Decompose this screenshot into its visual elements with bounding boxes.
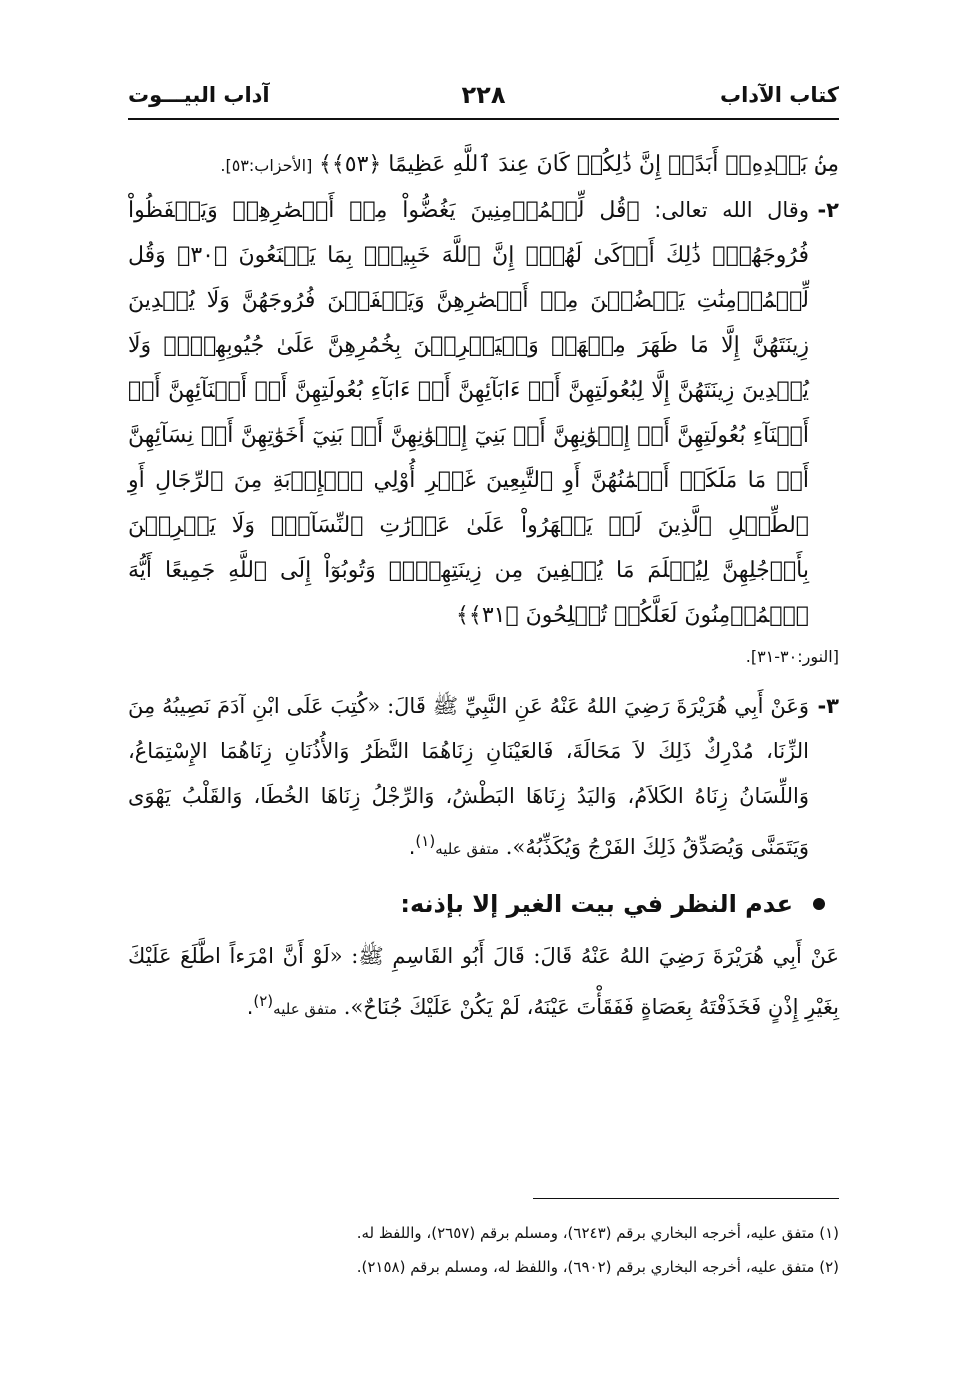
sentence-end: . [408, 835, 416, 859]
footnotes [128, 1216, 839, 1284]
footnote-ref: (٢) [253, 992, 274, 1010]
verse-citation: [النور:٣٠-٣١]. [745, 647, 839, 666]
page-body [128, 142, 839, 1032]
footnote-ref: (١) [415, 832, 436, 850]
item-number: ٢- [817, 198, 839, 222]
footnote-2: (٢) متفق عليه، أخرجه البخاري برقم (٦٩٠٢)، واللفظ له، ومسلم برقم (٢١٥٨). [356, 1258, 839, 1276]
item-number: ٣- [817, 694, 839, 718]
hadith-text: وَعَنْ أَبِي هُرَيْرَةَ رَضِيَ اللهُ عَنْهُ عَنِ النَّبِيِّ ﷺ قَالَ: «كُتِبَ عَلَى ابْنِ آدَمَ نَصِيبُهُ مِنَ الزِّنَا، مُدْرِكٌ ذَلِكَ لاَ مَحَالَةَ، فَالعَيْنَانِ زِنَاهُمَا النَّظَرُ وَالأُذُنَانِ زِنَاهُمَا الإِسْتِمَاعُ، وَاللِّسَانُ زِنَاهُ الكَلاَمُ، وَاليَدُ زِنَاهَا البَطْشُ، وَالرِّجْلُ زِنَاهَا الخُطَا، وَالقَلْبُ يَهْوَى وَيَتَمَنَّى وَيُصَدِّقُ ذَلِكَ الفَرْجُ وَيُكَذِّبُهُ». [128, 694, 809, 859]
verse-citation: [الأحزاب:٥٣]. [220, 156, 313, 175]
section-paragraph [128, 934, 839, 1032]
sentence-end: . [246, 995, 254, 1019]
bullet-icon [813, 898, 825, 910]
book-title: كتاب الآداب [720, 83, 839, 107]
running-header [128, 78, 839, 112]
item-text [128, 684, 809, 872]
chapter-title: آداب البيـــوت [128, 83, 270, 107]
hadith-text: عَنْ أَبِي هُرَيْرَةَ رَضِيَ اللهُ عَنْهُ قَالَ: قَالَ أَبُو القَاسِمِ ﷺ: «لَوْ أَنَّ امْرَءاً اطَّلَعَ عَلَيْكَ بِغَيْرِ إِذْنٍ فَخَذَفْتَهُ بِعَصَاةٍ فَفَقَأْتَ عَيْنَهُ، لَمْ يَكُنْ عَلَيْكَ جُنَاحٌ». [128, 944, 839, 1019]
numbered-item-2 [128, 188, 839, 638]
section-heading-text: عدم النظر في بيت الغير إلا بإذنه: [400, 890, 793, 918]
item-text [128, 188, 809, 638]
footnote-divider [533, 1198, 839, 1199]
item-lead: وقال الله تعالى: [654, 198, 809, 222]
hadith-grading: متفق عليه [273, 1000, 338, 1018]
page-number: ٢٢٨ [461, 81, 506, 109]
verse-continuation [128, 142, 839, 188]
quran-verse: ﴿قُل لِّلۡمُؤۡمِنِينَ يَغُضُّواْ مِنۡ أَبۡصَٰرِهِمۡ وَيَحۡفَظُواْ فُرُوجَهُمۡۚ ذَٰلِكَ أَزۡكَىٰ لَهُمۡۚ إِنَّ ٱللَّهَ خَبِيرُۢ بِمَا يَصۡنَعُونَ ﴿٣٠﴾ وَقُل لِّلۡمُؤۡمِنَٰتِ يَغۡضُضۡنَ مِنۡ أَبۡصَٰرِهِنَّ وَيَحۡفَظۡنَ فُرُوجَهُنَّ وَلَا يُبۡدِينَ زِينَتَهُنَّ إِلَّا مَا ظَهَرَ مِنۡهَاۖ وَلۡيَضۡرِبۡنَ بِخُمُرِهِنَّ عَلَىٰ جُيُوبِهِنَّۖ وَلَا يُبۡدِينَ زِينَتَهُنَّ إِلَّا لِبُعُولَتِهِنَّ أَوۡ ءَابَآئِهِنَّ أَوۡ ءَابَآءِ بُعُولَتِهِنَّ أَوۡ أَبۡنَآئِهِنَّ أَوۡ أَبۡنَآءِ بُعُولَتِهِنَّ أَوۡ إِخۡوَٰنِهِنَّ أَوۡ بَنِيٓ إِخۡوَٰنِهِنَّ أَوۡ بَنِيٓ أَخَوَٰتِهِنَّ أَوۡ نِسَآئِهِنَّ أَوۡ مَا مَلَكَتۡ أَيۡمَٰنُهُنَّ أَوِ ٱلتَّٰبِعِينَ غَيۡرِ أُوْلِي ٱلۡإِرۡبَةِ مِنَ ٱلرِّجَالِ أَوِ ٱلطِّفۡلِ ٱلَّذِينَ لَمۡ يَظۡهَرُواْ عَلَىٰ عَوۡرَٰتِ ٱلنِّسَآءِۖ وَلَا يَضۡرِبۡنَ بِأَرۡجُلِهِنَّ لِيُعۡلَمَ مَا يُخۡفِينَ مِن زِينَتِهِنَّۚ وَتُوبُوٓاْ إِلَى ٱللَّهِ جَمِيعًا أَيُّهَ ٱلۡمُؤۡمِنُونَ لَعَلَّكُمۡ تُفۡلِحُونَ ﴿٣١﴾﴾ [128, 198, 810, 628]
hadith-grading: متفق عليه [435, 840, 500, 858]
footnote-1: (١) متفق عليه، أخرجه البخاري برقم (٦٢٤٣)، ومسلم برقم (٢٦٥٧)، واللفظ له. [356, 1224, 839, 1242]
header-divider [128, 118, 839, 120]
section-heading [128, 880, 839, 928]
numbered-item-3 [128, 684, 839, 872]
verse-end-text: مِنۢ بَعۡدِهِۦٓ أَبَدًاۚ إِنَّ ذَٰلِكُمۡ كَانَ عِندَ ٱللَّهِ عَظِيمًا ﴿٥٣﴾﴾ [319, 152, 839, 177]
